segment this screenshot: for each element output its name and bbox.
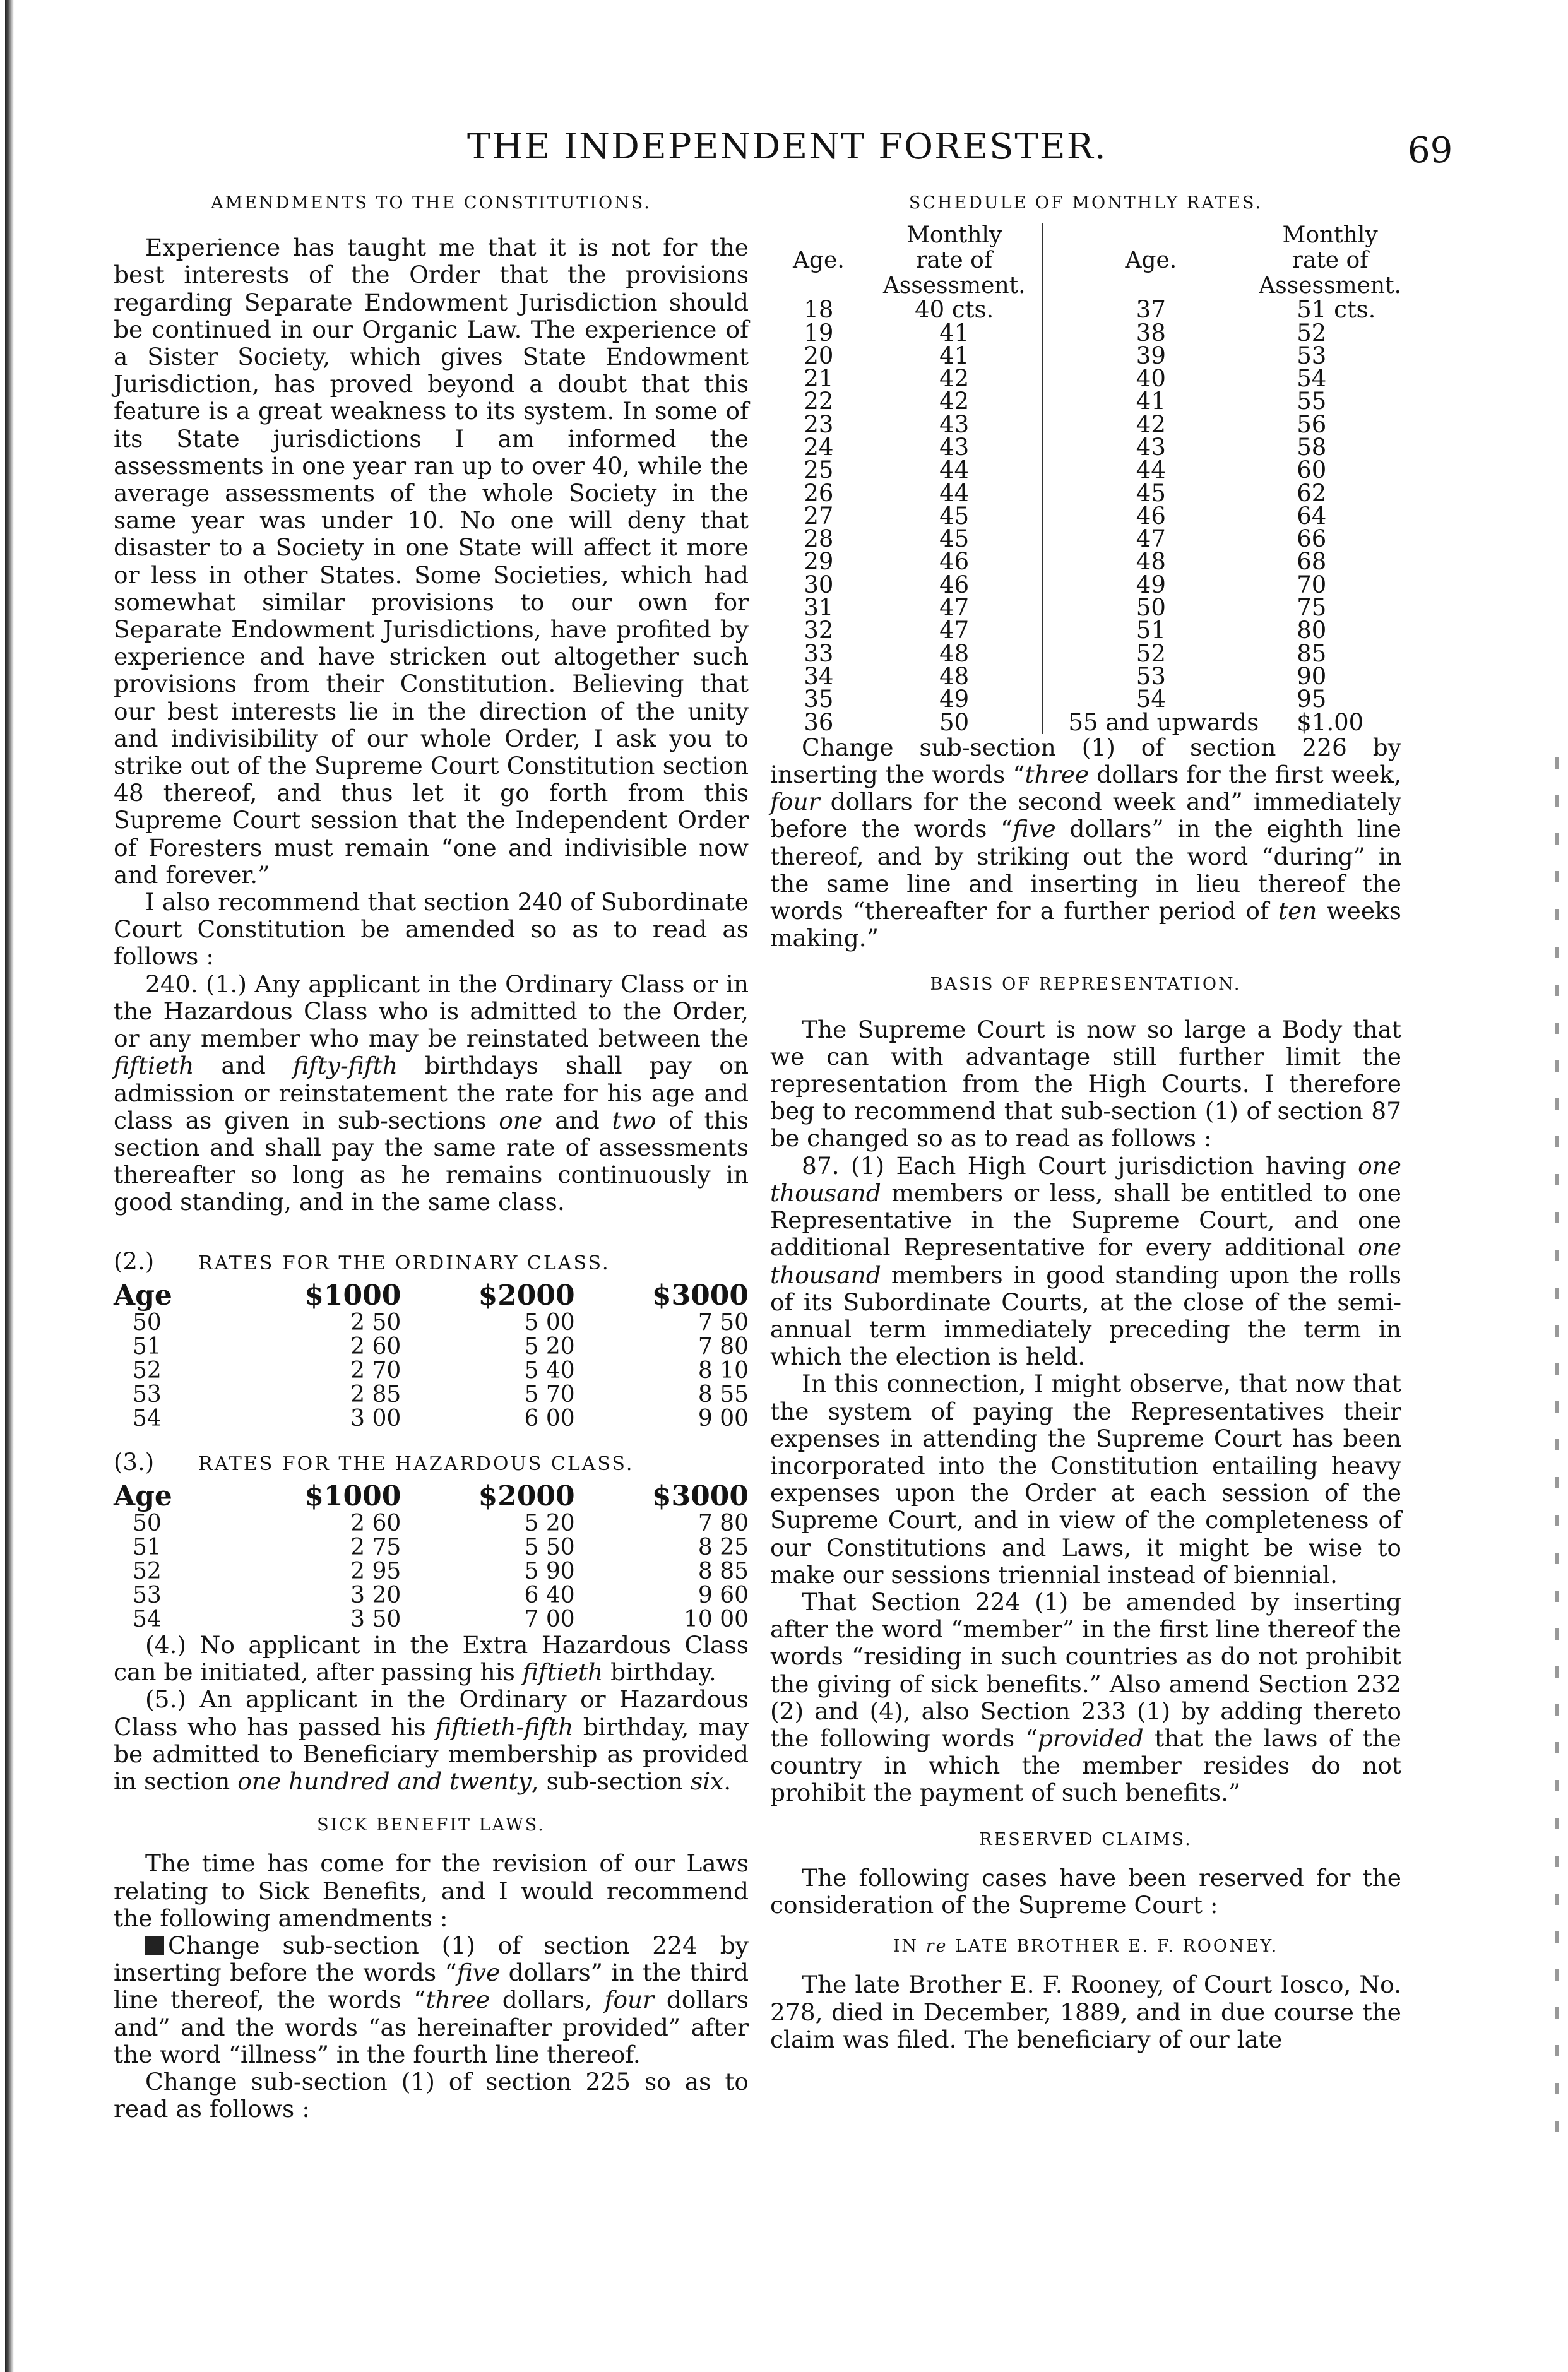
page-header <box>0 126 1568 177</box>
table-row <box>770 596 1401 619</box>
age-cell: 43 <box>1136 433 1166 461</box>
age-cell: 34 <box>804 662 834 690</box>
rate-cell: 7 80 <box>698 1333 749 1360</box>
age-cell: 44 <box>1136 456 1166 484</box>
age-cell: 35 <box>804 685 834 713</box>
age-cell: 52 <box>1136 639 1166 667</box>
table-row <box>770 574 1401 596</box>
age-cell: 46 <box>1136 502 1166 530</box>
table-header-row: rate of rate of <box>916 247 1369 274</box>
table-row <box>770 711 1401 734</box>
rate-cell: 8 85 <box>698 1558 749 1584</box>
age-cell: 25 <box>804 456 834 484</box>
rate-cell: 5 70 <box>524 1381 575 1408</box>
rate-cell: 49 <box>939 685 970 713</box>
rate-cell: 48 <box>939 662 970 690</box>
rate-cell: 2 50 <box>350 1309 401 1336</box>
rate-cell: 3 00 <box>350 1405 401 1432</box>
rate-cell: 90 <box>1297 662 1327 690</box>
monthly-rates-table <box>770 223 1401 734</box>
age-cell: 27 <box>804 502 834 530</box>
table-row <box>114 1383 749 1407</box>
section-226-change: Change sub-section (1) of section 226 by inserting the words “three dollars for the first week, four dollars for the second week and” immediately before the words “five dollars” in the eighth line thereof, and by striking out the word “during” in the same line and inserting in lieu thereof the words “thereafter for a further period of ten weeks making.” <box>770 733 1402 952</box>
rate-cell: 5 90 <box>524 1558 575 1584</box>
age-cell: 24 <box>804 433 834 461</box>
rate-cell: 8 25 <box>698 1534 749 1560</box>
basis-heading: BASIS OF REPRESENTATION. <box>930 975 1242 995</box>
sick-benefit-224: Change sub-section (1) of section 224 by inserting before the words “five dollars” in the third line thereof, the words “three dollars, four dollars and” and the words “as hereinafter provided” after the word “illness” in the fourth line thereof. <box>114 1931 749 2068</box>
section-240-intro: I also recommend that section 240 of Subordinate Court Constitution be amended so as to read as follows : <box>114 888 749 971</box>
rate-cell: 7 00 <box>524 1606 575 1632</box>
rate-cell: 41 <box>939 341 970 369</box>
rate-cell: 2 70 <box>350 1357 401 1384</box>
table-row <box>114 1608 749 1632</box>
age-cell: 51 <box>133 1534 162 1560</box>
age-cell: 52 <box>133 1558 162 1584</box>
left-column <box>114 189 749 2123</box>
rate-cell: 2 95 <box>350 1558 401 1584</box>
table-row <box>114 1407 749 1431</box>
rate-cell: 48 <box>939 639 970 667</box>
age-cell: 38 <box>1136 319 1166 347</box>
age-cell: 19 <box>804 319 834 347</box>
rooney-heading: IN re LATE BROTHER E. F. ROONEY. <box>893 1936 1279 1957</box>
age-cell: 54 <box>1136 685 1166 713</box>
rate-cell: 45 <box>939 525 970 553</box>
table-row <box>114 1536 749 1560</box>
rate-cell: 41 <box>939 319 970 347</box>
age-cell: 55 and upwards <box>1068 708 1259 736</box>
age-cell: 31 <box>804 594 834 622</box>
reserved-claims-heading: RESERVED CLAIMS. <box>979 1829 1192 1849</box>
table-row <box>770 482 1401 505</box>
age-cell: 52 <box>133 1357 162 1384</box>
table-row <box>114 1560 749 1584</box>
rate-cell: 6 00 <box>524 1405 575 1432</box>
rate-cell: 8 10 <box>698 1357 749 1384</box>
table-header-row: Assessment. Assessment. <box>882 273 1401 299</box>
rate-cell: 2 60 <box>350 1333 401 1360</box>
age-cell: 45 <box>1136 479 1166 507</box>
rate-cell: 66 <box>1297 525 1327 553</box>
rooney-paragraph: The late Brother E. F. Rooney, of Court Iosco, No. 278, died in December, 1889, and in due course the claim was filed. The beneficiary of our late <box>770 1971 1401 2053</box>
table-header-row: Age $1000 $2000 $3000 <box>114 1279 749 1312</box>
table-row <box>770 505 1401 528</box>
rate-cell: 7 80 <box>698 1510 749 1536</box>
table-row <box>770 367 1401 390</box>
rate-cell: 46 <box>939 571 970 598</box>
rate-cell: 47 <box>939 617 970 644</box>
rate-cell: 43 <box>939 433 970 461</box>
binding-edge <box>5 0 14 2372</box>
rate-cell: 2 85 <box>350 1381 401 1408</box>
sick-benefit-intro: The time has come for the revision of our Laws relating to Sick Benefits, and I would recommend the following amendments : <box>114 1849 749 1932</box>
rate-cell: 5 00 <box>524 1309 575 1336</box>
rate-cell: 3 50 <box>350 1606 401 1632</box>
age-cell: 40 <box>1136 365 1166 393</box>
table-row <box>770 550 1401 573</box>
rate-cell: 43 <box>939 410 970 438</box>
age-cell: 28 <box>804 525 834 553</box>
age-cell: 23 <box>804 410 834 438</box>
age-cell: 48 <box>1136 548 1166 576</box>
age-cell: 26 <box>804 479 834 507</box>
rate-cell: 44 <box>939 456 970 484</box>
table-row <box>770 299 1401 321</box>
rate-cell: 10 00 <box>683 1606 749 1632</box>
ordinary-rates-table <box>114 1281 749 1431</box>
age-cell: 49 <box>1136 571 1166 598</box>
age-cell: 53 <box>133 1381 162 1408</box>
table-row <box>114 1584 749 1608</box>
table-row <box>770 688 1401 711</box>
rate-cell: 5 50 <box>524 1534 575 1560</box>
basis-paragraph: The Supreme Court is now so large a Body that we can with advantage still further limit the representation from the High Courts. I therefore beg to recommend that sub-section (1) of section 87 be changed so as to read as follows : <box>770 1015 1401 1153</box>
amendments-heading: AMENDMENTS TO THE CONSTITUTIONS. <box>211 193 651 213</box>
rate-cell: 62 <box>1297 479 1327 507</box>
table-header-row: Age $1000 $2000 $3000 <box>114 1480 749 1512</box>
rate-cell: 85 <box>1297 639 1327 667</box>
hazardous-rates-table <box>114 1481 749 1632</box>
section-240-4: (4.) No applicant in the Extra Hazardous Class can be initiated, after passing his fiftieth birthday. <box>114 1630 749 1687</box>
table-row <box>770 436 1401 459</box>
table-header-row: Age. Monthly Age. Monthly <box>770 223 1401 248</box>
rate-cell: 47 <box>939 594 970 622</box>
page-number: 69 <box>1408 130 1453 171</box>
rate-cell: 40 cts. <box>915 296 994 324</box>
age-cell: 30 <box>804 571 834 598</box>
age-cell: 53 <box>133 1582 162 1608</box>
age-cell: 29 <box>804 548 834 576</box>
amendments-paragraph: Experience has taught me that it is not for the best interests of the Order that the provisions regarding Separate Endowment Jurisdiction should be continued in our Organic Law. The experience of a Sister Society, which gives State Endowment Jurisdiction, has proved beyond a doubt that this feature is a great weakness to its system. In some of its State jurisdictions I am informed the assessments in one year ran up to over 40, while the average assessments of the whole Society in the same year was under 10. No one will deny that disaster to a Society in one State will affect it more or less in other States. Some Societies, which had somewhat similar provisions to our own for Separate Endowment Jurisdictions, have profited by experience and have stricken out altogether such provisions from their Constitution. Believing that our best interests lie in the direction of the unity and indivisibility of our whole Order, I ask you to strike out of the Supreme Court Constitution section 48 thereof, and thus let it go forth from this Supreme Court session that the Independent Order of Foresters must remain “one and indivisible now and forever.” <box>114 234 749 889</box>
table-row <box>770 643 1401 665</box>
rate-cell: 42 <box>939 388 970 415</box>
table-row <box>770 619 1401 642</box>
rate-cell: 75 <box>1297 594 1327 622</box>
rate-cell: 5 20 <box>524 1333 575 1360</box>
rate-cell: 7 50 <box>698 1309 749 1336</box>
table-row <box>114 1311 749 1335</box>
age-cell: 21 <box>804 365 834 393</box>
right-column <box>770 189 1401 2053</box>
rate-cell: 55 <box>1297 388 1327 415</box>
schedule-heading: SCHEDULE OF MONTHLY RATES. <box>908 193 1263 213</box>
rate-cell: 9 00 <box>698 1405 749 1432</box>
rate-cell: 2 60 <box>350 1510 401 1536</box>
rate-cell: 5 40 <box>524 1357 575 1384</box>
age-cell: 22 <box>804 388 834 415</box>
rate-cell: 95 <box>1297 685 1327 713</box>
age-cell: 51 <box>133 1333 162 1360</box>
age-cell: 54 <box>133 1606 162 1632</box>
age-cell: 42 <box>1136 410 1166 438</box>
running-title: THE INDEPENDENT FORESTER. <box>467 126 1107 167</box>
section-240-text: 240. (1.) Any applicant in the Ordinary Class or in the Hazardous Class who is admitted to the Order, or any member who may be reinstated between the fiftieth and fifty-fifth birthdays shall pay on admission or reinstatement the rate for his age and class as given in sub-sections one and two of this section and shall pay the same rate of assessments thereafter so long as he remains continuously in good standing, and in the same class. <box>114 970 749 1216</box>
table-row <box>770 322 1401 345</box>
rate-cell: 3 20 <box>350 1582 401 1608</box>
rate-cell: 8 55 <box>698 1381 749 1408</box>
rate-cell: 44 <box>939 479 970 507</box>
printer-mark-icon <box>145 1936 164 1955</box>
table-row <box>770 345 1401 367</box>
rate-cell: 68 <box>1297 548 1327 576</box>
age-cell: 54 <box>133 1405 162 1432</box>
rate-cell: 52 <box>1297 319 1327 347</box>
rate-cell: 9 60 <box>698 1582 749 1608</box>
rate-cell: 58 <box>1297 433 1327 461</box>
table-row <box>114 1512 749 1536</box>
section-224-amendment: That Section 224 (1) be amended by inserting after the word “member” in the first line thereof the words “residing in such countries as do not prohibit the giving of sick benefits.” Also amend Section 232 (2) and (4), also Section 233 (1) by adding thereto the following words “provided that the laws of the country in which the member resides do not prohibit the payment of such benefits.” <box>770 1587 1401 1807</box>
table-row <box>114 1359 749 1383</box>
age-cell: 37 <box>1136 296 1166 324</box>
rate-cell: 6 40 <box>524 1582 575 1608</box>
rate-cell: 54 <box>1297 365 1327 393</box>
hazardous-rates-title: (3.) RATES FOR THE HAZARDOUS CLASS. <box>114 1448 634 1476</box>
age-cell: 50 <box>133 1309 162 1336</box>
ordinary-rates-title: (2.) RATES FOR THE ORDINARY CLASS. <box>114 1247 610 1275</box>
age-cell: 39 <box>1136 341 1166 369</box>
table-row <box>770 528 1401 550</box>
table-row <box>114 1335 749 1359</box>
rate-cell: 51 cts. <box>1297 296 1376 324</box>
sick-benefit-heading: SICK BENEFIT LAWS. <box>317 1815 545 1835</box>
age-cell: 32 <box>804 617 834 644</box>
rate-cell: 2 75 <box>350 1534 401 1560</box>
table-row <box>770 459 1401 482</box>
rate-cell: 80 <box>1297 617 1327 644</box>
table-row <box>770 390 1401 413</box>
rate-cell: 53 <box>1297 341 1327 369</box>
rate-cell: 60 <box>1297 456 1327 484</box>
rate-cell: 42 <box>939 365 970 393</box>
rate-cell: 46 <box>939 548 970 576</box>
age-cell: 53 <box>1136 662 1166 690</box>
age-cell: 51 <box>1136 617 1166 644</box>
table-row <box>770 665 1401 688</box>
rate-cell: 50 <box>939 708 970 736</box>
rate-cell: $1.00 <box>1297 708 1364 736</box>
rate-cell: 56 <box>1297 410 1327 438</box>
age-cell: 33 <box>804 639 834 667</box>
age-cell: 50 <box>1136 594 1166 622</box>
rate-cell: 45 <box>939 502 970 530</box>
rate-cell: 64 <box>1297 502 1327 530</box>
age-cell: 36 <box>804 708 834 736</box>
reserved-claims-intro: The following cases have been reserved for the consideration of the Supreme Court : <box>770 1863 1401 1919</box>
rate-cell: 5 20 <box>524 1510 575 1536</box>
section-87-text: 87. (1) Each High Court jurisdiction having one thousand members or less, shall be entitled to one Representative in the Supreme Court, and one additional Representative for every additional one thousand members in good standing upon the rolls of its Subordinate Courts, at the close of the semi-annual term immediately preceding the term in which the election is held. <box>770 1151 1401 1371</box>
age-cell: 41 <box>1136 388 1166 415</box>
sick-benefit-225: Change sub-section (1) of section 225 so as to read as follows : <box>114 2067 749 2123</box>
triennial-paragraph: In this connection, I might observe, that now that the system of paying the Representatives their expenses in attending the Supreme Court has been incorporated into the Constitution entailing heavy expenses upon the Order at each session of the Supreme Court, and in view of the completeness of our Constitutions and Laws, it might be wise to make our sessions triennial instead of biennial. <box>770 1370 1401 1589</box>
table-row <box>770 413 1401 436</box>
age-cell: 47 <box>1136 525 1166 553</box>
section-240-5: (5.) An applicant in the Ordinary or Hazardous Class who has passed his fiftieth-fifth birthday, may be admitted to Beneficiary membership as provided in section one hundred and twenty, sub-section six. <box>114 1685 749 1795</box>
age-cell: 18 <box>804 296 834 324</box>
rate-cell: 70 <box>1297 571 1327 598</box>
age-cell: 20 <box>804 341 834 369</box>
age-cell: 50 <box>133 1510 162 1536</box>
page-edge-marks <box>1555 757 1559 2146</box>
